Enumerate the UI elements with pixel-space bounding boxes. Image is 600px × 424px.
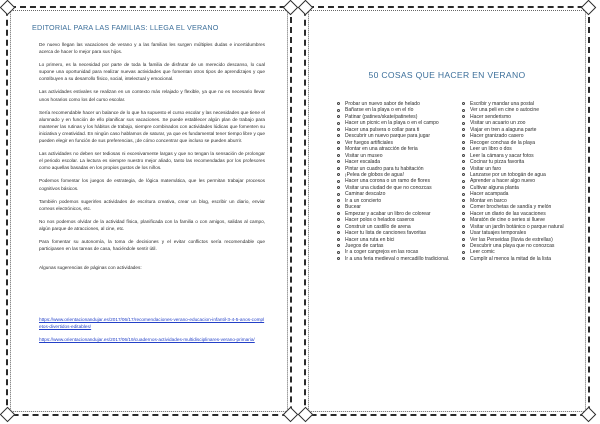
bullet-icon bbox=[337, 141, 340, 144]
resource-link[interactable]: https://www.orientacionandujar.es/2017/06/19/cuadernos-actividades-multidisciplinares-verano-primaria/ bbox=[39, 337, 255, 343]
bullet-icon bbox=[337, 218, 340, 221]
list-item-text: Hacer un picnic en la playa o en el campo bbox=[345, 120, 439, 127]
bullet-icon bbox=[337, 160, 340, 163]
list-title: 50 COSAS QUE HACER EN VERANO bbox=[368, 70, 526, 80]
list-item-text: Descubrir una playa que no conozcas bbox=[470, 242, 555, 249]
bullet-icon bbox=[337, 102, 340, 105]
bullet-icon bbox=[337, 231, 340, 234]
list-item-text: Pintar un cuadro para tu habitación bbox=[345, 165, 424, 172]
list-item-text: Visitar un museo bbox=[345, 152, 383, 159]
list-item-text: Visitar una ciudad de que no conozcas bbox=[345, 184, 432, 191]
bullet-icon bbox=[462, 173, 465, 176]
bullet-icon bbox=[462, 225, 465, 228]
paragraph: Las actividades no deben ser tediosas ni excesivamente largas y que no tengan la sensación de prolongar el periodo escolar. La lectura es siempre nuestro mejor aliado, tanto las recomendadas por los profesores como aquellas basadas en los propios gustos de los niños. bbox=[39, 151, 265, 171]
list-item-text: Hacer polos o helados caseros bbox=[345, 217, 415, 224]
bullet-icon bbox=[337, 147, 340, 150]
bullet-icon bbox=[462, 193, 465, 196]
bullet-icon bbox=[462, 147, 465, 150]
paragraph: No nos podemos olvidar de la actividad física, planificada con la familia o con amigos, salidas al campo, algún parque de atracciones, al cine, etc. bbox=[39, 218, 265, 231]
list-item-text: Probar un nuevo sabor de helado bbox=[345, 101, 420, 107]
list-item-text: ¡Pelea de globos de agua! bbox=[345, 171, 404, 178]
bullet-icon bbox=[462, 128, 465, 131]
bullet-icon bbox=[462, 251, 465, 254]
list-item-text: Hacer un diario de las vacaciones bbox=[470, 210, 546, 217]
bullet-icon bbox=[337, 115, 340, 118]
list-item-text: Descubrir un nuevo parque para jugar bbox=[345, 133, 431, 140]
bullet-icon bbox=[462, 205, 465, 208]
list-item-text: Construir un castillo de arena bbox=[345, 223, 411, 230]
paragraph: Podemos fomentar los juegos de estrategia, de lógica matemática, que les permitan trabajar procesos cognitivos básicos. bbox=[39, 178, 265, 191]
paragraph: Las actividades estivales se realizan en un contexto más relajado y flexible, ya que no es necesario llevar unos horarios como los del curso escolar. bbox=[39, 89, 265, 102]
list-item-text: Caminar descalzo bbox=[345, 191, 386, 198]
list-item-text: Hacer senderismo bbox=[470, 113, 511, 120]
list-item-text: Hacer acampada bbox=[470, 191, 509, 198]
list-item bbox=[462, 256, 566, 262]
bullet-icon bbox=[462, 199, 465, 202]
bullet-icon bbox=[337, 193, 340, 196]
paragraph: También podemos sugerirles actividades de escritura creativa, crear un blog, escribir un diario, enviar correos electrónicos, etc. bbox=[39, 198, 265, 211]
bullet-icon bbox=[337, 244, 340, 247]
paragraph: Para fomentar su autonomía, la toma de decisiones y el evitar conflictos sería recomendable que participasen en las tareas de casa, haciéndole sentir útil. bbox=[39, 238, 265, 252]
list-item-text: Cultivar alguna planta bbox=[470, 184, 519, 191]
bullet-icon bbox=[337, 173, 340, 176]
bullet-icon bbox=[337, 154, 340, 157]
list-item-text: Hacer una ruta en bici bbox=[345, 236, 395, 243]
list-item-text: Recoger conchas de la playa bbox=[470, 139, 536, 146]
list-item-text: Ver una peli en cine o autocine bbox=[470, 107, 540, 114]
list-item-text: Hacer una corona o un ramo de flores bbox=[345, 178, 431, 185]
bullet-icon bbox=[462, 257, 465, 260]
bullet-icon bbox=[462, 186, 465, 189]
list-item-text: Visitar un jardín botánico o parque natural bbox=[470, 223, 564, 230]
editorial-title: EDITORIAL PARA LAS FAMILIAS: LLEGA EL VERANO bbox=[32, 23, 219, 32]
list-item-text: Ir a una feria medieval o mercadillo tradicional. bbox=[345, 255, 450, 262]
bullet-icon bbox=[337, 134, 340, 137]
list-item-text: Maratón de cine o series si llueve bbox=[470, 217, 545, 224]
list-item-text: Visitar un acuario un zoo bbox=[470, 120, 526, 127]
bullet-icon bbox=[462, 154, 465, 157]
bullet-icon bbox=[337, 186, 340, 189]
editorial-body bbox=[39, 41, 265, 277]
list-item-text: Hacer una pulsera o collar para ti bbox=[345, 126, 420, 133]
list-item-text: Visitar un faro bbox=[470, 165, 502, 172]
list-item-text: Ir a coger cangrejos en las rocas bbox=[345, 249, 419, 256]
list-item-text: Montar en barco bbox=[470, 197, 507, 204]
bullet-icon bbox=[337, 167, 340, 170]
list-item-text: Cumplir al menos la mitad de la lista bbox=[470, 255, 552, 262]
bullet-icon bbox=[337, 238, 340, 241]
bullet-icon bbox=[462, 231, 465, 234]
list-item-text: Leer la cámara y sacar fotos bbox=[470, 152, 534, 159]
list-item bbox=[337, 256, 465, 262]
bullet-icon bbox=[337, 225, 340, 228]
bullet-icon bbox=[337, 257, 340, 260]
bullet-icon bbox=[462, 141, 465, 144]
resource-links bbox=[39, 316, 265, 349]
bullet-icon bbox=[337, 128, 340, 131]
list-item-text: Usar tatuajes temporales bbox=[470, 230, 527, 237]
resource-link[interactable]: https://www.orientacionandujar.es/2017/06/17/recomendaciones-verano-educacion-infantil-3-4-5-anos-completos-divertidos-editables/ bbox=[39, 317, 265, 330]
paragraph: Sería recomendable hacer un balance de lo que ha supuesto el curso escolar y las necesidades que tiene el alumnado y en función de ello planificar sus vacaciones. Se puede establecer algún plan de trabajo para mantener las rutinas y los hábitos de trabajo, siempre combinados con actividades lúdicas que fomenten su iniciativa y creatividad. En ningún caso hablamos de saturar, ya que es fundamental tener tiempo libre y que pueden elegir en función de sus preferencias, ¡de cómo concentrar que incluso se pueden aburrir. bbox=[39, 109, 265, 144]
list-item-text: Ir a un concierto bbox=[345, 197, 382, 204]
bullet-icon bbox=[462, 134, 465, 137]
list-item-text: Aprender a hacer algo nuevo bbox=[470, 178, 536, 185]
activity-list-column-1 bbox=[337, 101, 465, 262]
bullet-icon bbox=[462, 180, 465, 183]
paragraph: De nuevo llegan las vacaciones de verano y a las familias les surgen múltiples dudas e incertidumbres acerca de hacer lo mejor para sus hijos. bbox=[39, 42, 265, 55]
list-item-text: Comer brochetas de sandía y melón bbox=[470, 204, 552, 211]
bullet-icon bbox=[337, 180, 340, 183]
list-item-text: Juegos de cartas bbox=[345, 242, 384, 249]
bullet-icon bbox=[462, 102, 465, 105]
list-item-text: Escribir y mandar una postal bbox=[470, 101, 534, 107]
paragraph: Lo primero, es la necesidad por parte de toda la familia de disfrutar de un merecido descanso, lo cual supone una oportunidad para realizar nuevas actividades que fomentan otros tipos de aprendizajes y que contribuyen a su desarrollo físico, social, intelectual y emocional. bbox=[39, 62, 265, 82]
bullet-icon bbox=[462, 238, 465, 241]
activity-list-column-2 bbox=[462, 101, 566, 262]
bullet-icon bbox=[337, 251, 340, 254]
right-page bbox=[304, 6, 590, 416]
bullet-icon bbox=[462, 115, 465, 118]
bullet-icon bbox=[462, 212, 465, 215]
list-item-text: Leer comic bbox=[470, 249, 495, 256]
list-item-text: Hacer granizado casero bbox=[470, 133, 524, 140]
list-item-text: Hacer escalada bbox=[345, 159, 381, 166]
list-item-text: Hacer tu lista de canciones favoritas bbox=[345, 230, 427, 237]
list-item-text: Leer un libro o dos bbox=[470, 146, 512, 153]
list-item-text: Bañarse en la playa o en el río bbox=[345, 107, 414, 114]
paragraph: Algunas sugerencias de páginas con actividades: bbox=[39, 265, 142, 271]
list-item-text: Patinar (patines/skate/patinetes) bbox=[345, 113, 418, 120]
left-page bbox=[6, 6, 292, 416]
list-item-text: Ver las Perseidas (lluvia de estrellas) bbox=[470, 236, 553, 243]
bullet-icon bbox=[462, 244, 465, 247]
bullet-icon bbox=[337, 109, 340, 112]
list-item-text: Lanzarse por un tobogán de agua bbox=[470, 171, 546, 178]
bullet-icon bbox=[462, 167, 465, 170]
list-item-text: Montar en una atracción de feria bbox=[345, 146, 418, 153]
list-item-text: Ver fuegos artificiales bbox=[345, 139, 393, 146]
list-item-text: Viajar en tren a alaguna parte bbox=[470, 126, 537, 133]
bullet-icon bbox=[337, 205, 340, 208]
bullet-icon bbox=[337, 212, 340, 215]
list-item-text: Bucear bbox=[345, 204, 361, 211]
bullet-icon bbox=[462, 122, 465, 125]
list-item-text: Empezar y acabar un libro de colorear bbox=[345, 210, 431, 217]
bullet-icon bbox=[462, 218, 465, 221]
bullet-icon bbox=[337, 122, 340, 125]
bullet-icon bbox=[462, 160, 465, 163]
bullet-icon bbox=[462, 109, 465, 112]
bullet-icon bbox=[337, 199, 340, 202]
list-item-text: Cocinar tu pizza favorita bbox=[470, 159, 525, 166]
